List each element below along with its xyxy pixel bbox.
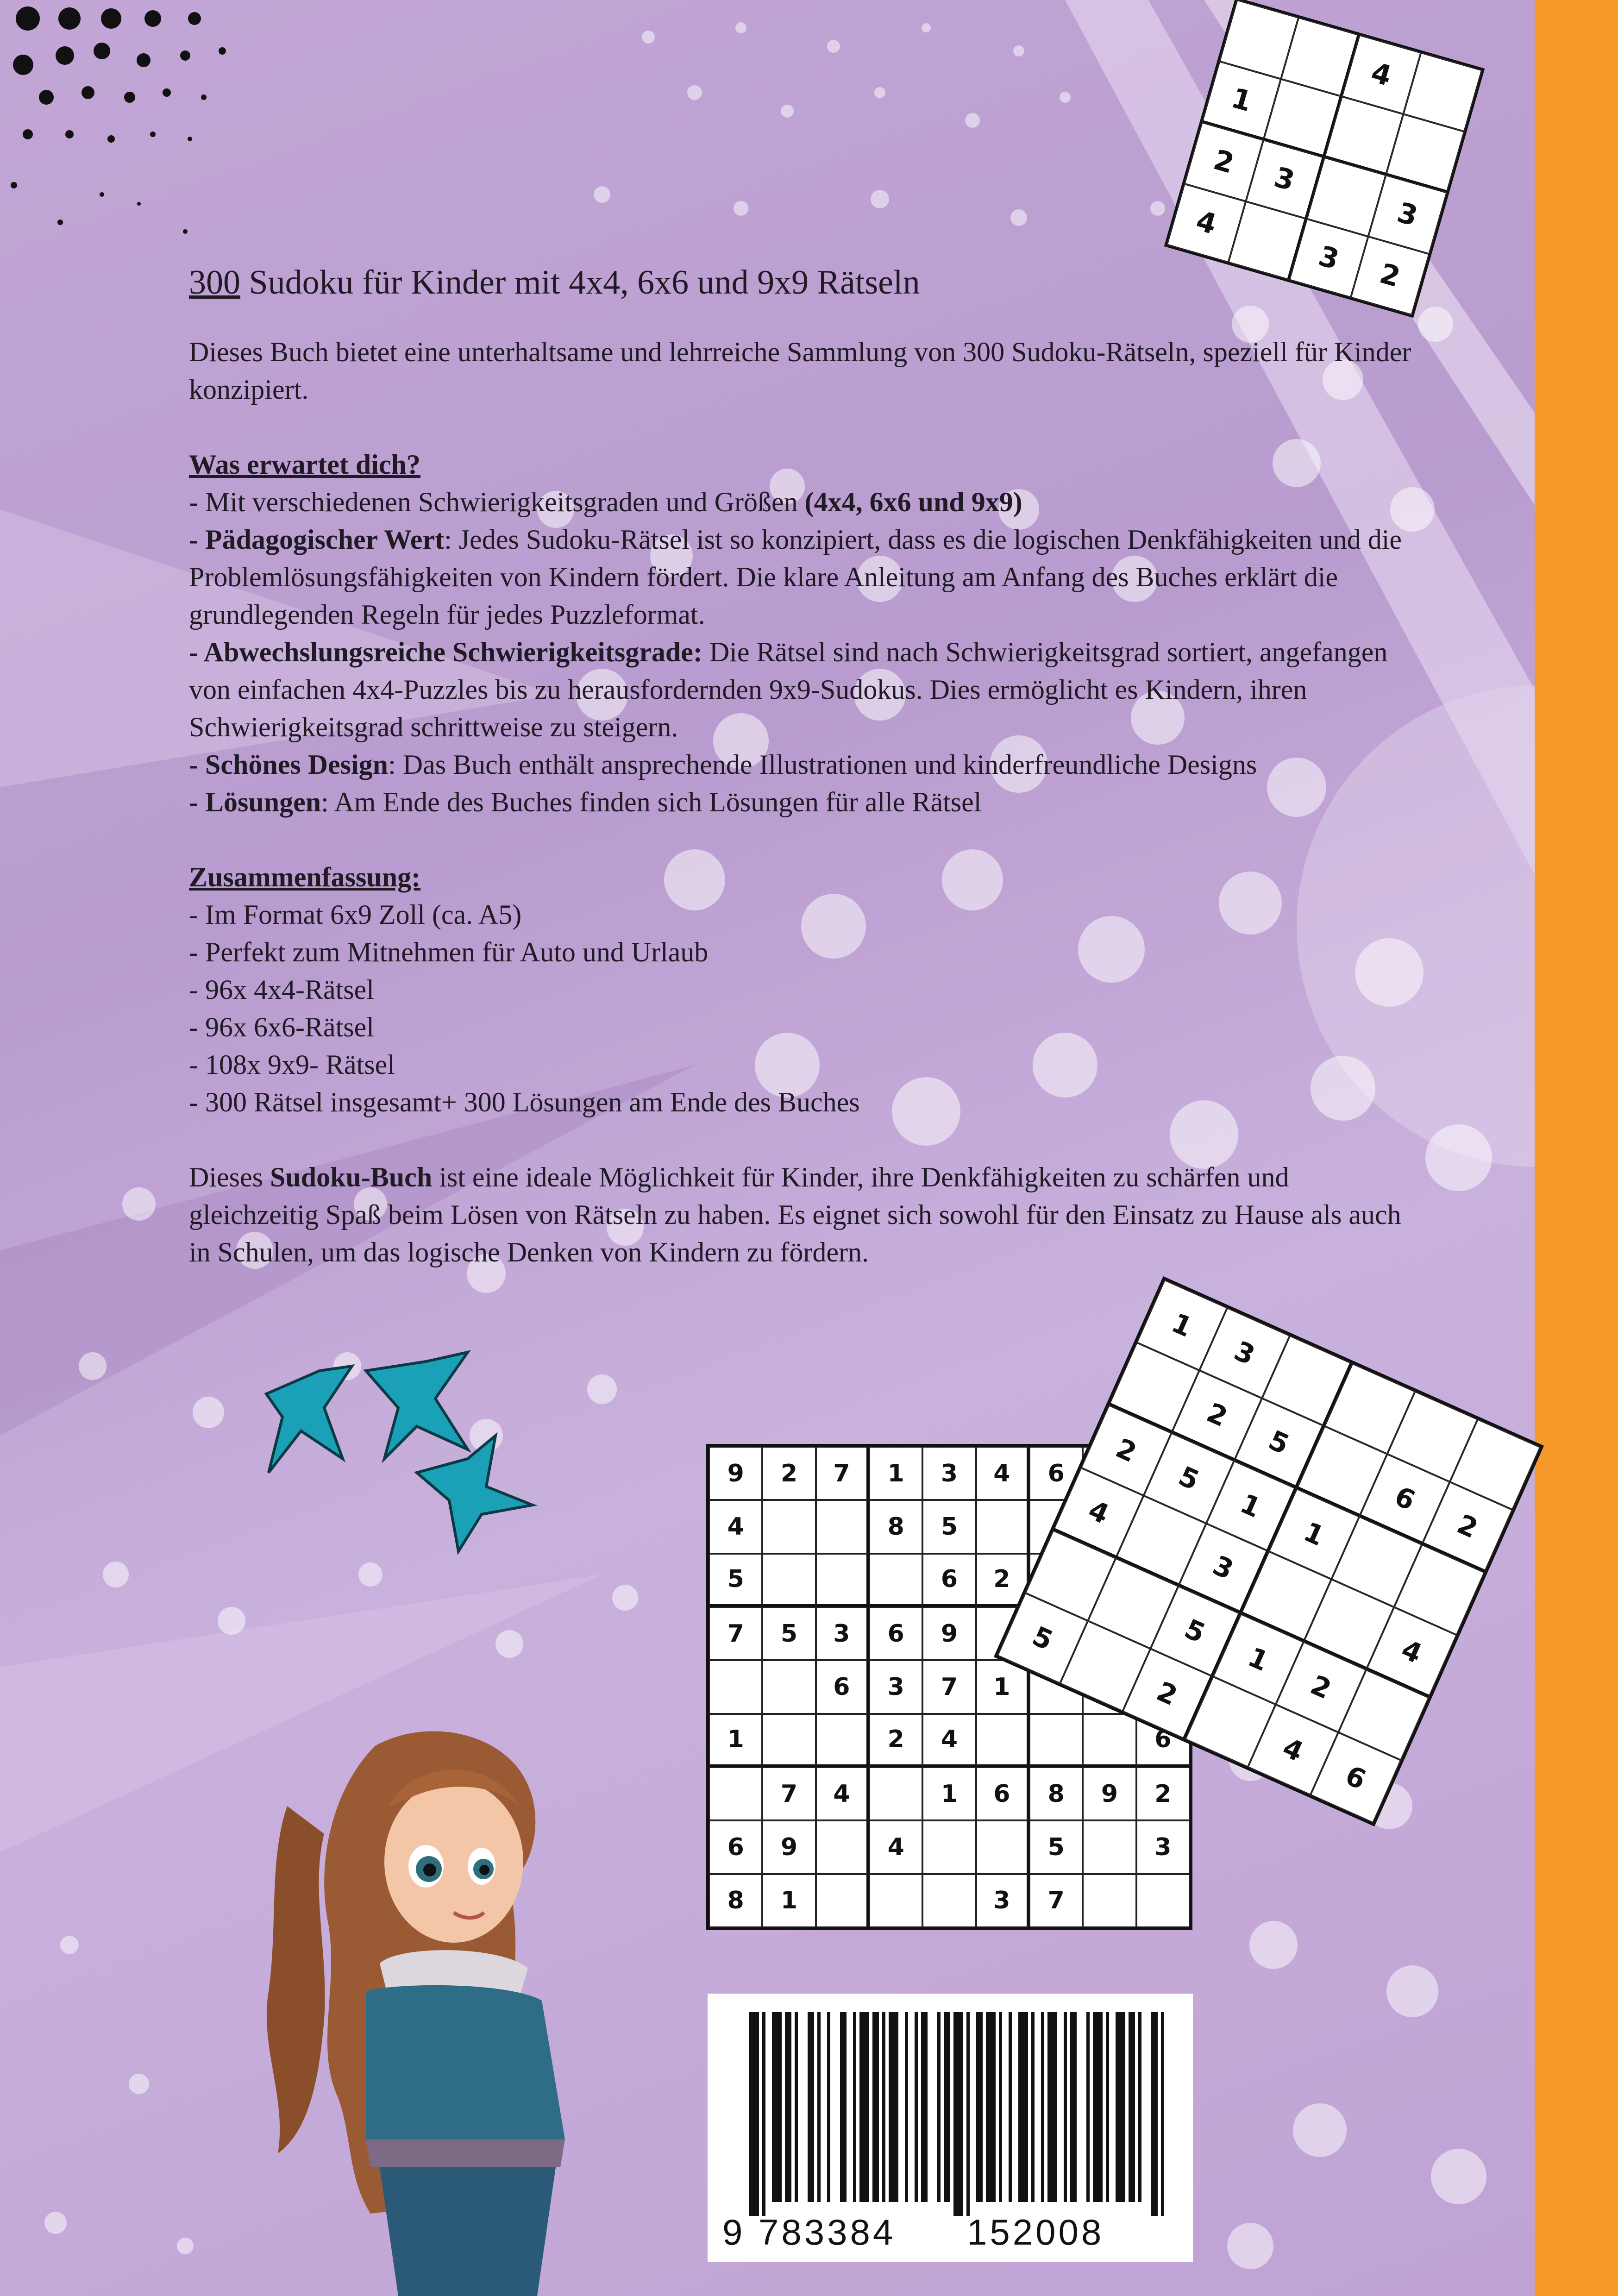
sudoku-cell: 6 — [869, 1607, 922, 1660]
barcode-bar — [953, 2012, 963, 2216]
summary-item: - 96x 6x6-Rätsel — [189, 1012, 374, 1042]
pupil — [479, 1865, 489, 1875]
barcode-bar — [1116, 2012, 1125, 2202]
sudoku-cell: 5 — [1029, 1820, 1083, 1874]
barcode-bar — [1086, 2012, 1090, 2202]
sudoku-cell: 8 — [869, 1500, 922, 1553]
barcode-bar — [921, 2012, 928, 2202]
sudoku-cell: 7 — [709, 1607, 762, 1660]
barcode-bar — [1009, 2012, 1012, 2202]
sudoku-cell — [1083, 1714, 1136, 1767]
jacket — [366, 1985, 565, 2153]
closing-paragraph: Dieses Sudoku-Buch ist eine ideale Möglichkeit für Kinder, ihre Denkfähigkeiten zu schärfen und gleichzeitig Spaß beim Lösen von Rätseln zu haben. Es eignet sich sowohl für den Einsatz zu Hause als auch in Schulen, um das logische Denken von Kindern zu fördern. — [189, 1162, 1401, 1267]
barcode-bar — [1018, 2012, 1028, 2202]
sudoku-cell — [1136, 1874, 1190, 1927]
face — [384, 1781, 523, 1943]
intro-paragraph: Dieses Buch bietet eine unterhaltsame und lehrreiche Sammlung von 300 Sudoku-Rätseln, speziell für Kinder konzipiert. — [189, 337, 1411, 405]
barcode-bar — [1151, 2012, 1158, 2216]
star-icon — [266, 1366, 352, 1473]
sudoku-cell: 4 — [1342, 35, 1421, 114]
barcode-bar — [817, 2012, 821, 2202]
sudoku-cell — [816, 1500, 869, 1553]
sudoku-cell — [816, 1714, 869, 1767]
sudoku-cell: 7 — [762, 1767, 815, 1820]
barcode-bar — [853, 2012, 856, 2202]
sudoku-cell: 8 — [1029, 1767, 1083, 1820]
sudoku-cell: 3 — [1199, 1308, 1290, 1398]
sudoku-cell — [869, 1554, 922, 1607]
sudoku-cell — [709, 1767, 762, 1820]
barcode-bar — [795, 2012, 798, 2202]
sudoku-cell: 7 — [1029, 1874, 1083, 1927]
sudoku-cell: 2 — [762, 1447, 815, 1500]
sudoku-cell: 2 — [1276, 1642, 1366, 1732]
sudoku-cell: 4 — [922, 1714, 976, 1767]
sudoku-cell: 3 — [1368, 175, 1447, 254]
girl-illustration — [259, 1667, 676, 2296]
sudoku-cell: 4 — [1167, 183, 1246, 262]
description-text — [189, 259, 1416, 1271]
sudoku-cell: 1 — [709, 1714, 762, 1767]
halftone-dots — [11, 6, 226, 234]
title-number: 300 — [189, 263, 240, 301]
sudoku-cell: 2 — [1136, 1767, 1190, 1820]
summary-item: - Im Format 6x9 Zoll (ca. A5) — [189, 899, 522, 930]
feature-pedagogy: - Pädagogischer Wert: Jedes Sudoku-Rätsel ist so konzipiert, dass es die logischen Denkfähigkeiten und die Problemlösungsfähigkeiten von Kindern fördert. Die klare Anleitung am Anfang des Buches erklärt die grundlegenden Regeln für jedes Puzzleformat. — [189, 524, 1402, 630]
sudoku-cell — [816, 1554, 869, 1607]
sudoku-cell: 2 — [869, 1714, 922, 1767]
sudoku-cell: 4 — [1366, 1607, 1456, 1697]
sudoku-cell: 6 — [976, 1767, 1029, 1820]
barcode-bar — [1064, 2012, 1067, 2202]
barcode-bar — [1161, 2012, 1164, 2216]
barcode-bar — [872, 2012, 879, 2202]
sudoku-cell — [976, 1500, 1029, 1553]
sudoku-cell — [1083, 1874, 1136, 1927]
sudoku-cell: 1 — [869, 1447, 922, 1500]
summary-item: - 300 Rätsel insgesamt+ 300 Lösungen am Ende des Buches — [189, 1087, 860, 1117]
sudoku-cell: 1 — [1213, 1614, 1304, 1704]
barcode-bar — [827, 2012, 830, 2202]
barcode-bar — [1070, 2012, 1077, 2202]
sudoku-cell: 5 — [922, 1500, 976, 1553]
sudoku-cell: 8 — [709, 1874, 762, 1927]
barcode-bar — [808, 2012, 814, 2202]
barcode-bar — [889, 2012, 898, 2202]
sudoku-cell: 1 — [762, 1874, 815, 1927]
jeans — [380, 2167, 556, 2296]
star-icon — [366, 1352, 468, 1459]
barcode-bar — [785, 2012, 791, 2202]
sudoku-cell: 3 — [1179, 1524, 1269, 1614]
sudoku-cell: 2 — [1185, 122, 1263, 201]
sudoku-cell: 6 — [922, 1554, 976, 1607]
sudoku-cell: 9 — [709, 1447, 762, 1500]
sudoku-cell — [762, 1500, 815, 1553]
sudoku-cell — [709, 1660, 762, 1713]
sudoku-cell: 6 — [1359, 1454, 1449, 1544]
sudoku-cell — [762, 1660, 815, 1713]
sudoku-cell: 2 — [976, 1554, 1029, 1607]
sudoku-cell: 3 — [976, 1874, 1029, 1927]
summary-item: - 96x 4x4-Rätsel — [189, 974, 374, 1005]
feature-solutions: - Lösungen: Am Ende des Buches finden sich Lösungen für alle Rätsel — [189, 787, 982, 817]
summary-item: - 108x 9x9- Rätsel — [189, 1049, 395, 1080]
sudoku-cell — [816, 1820, 869, 1874]
isbn-lead-digit: 9 — [722, 2212, 743, 2252]
isbn-group-right: 152008 — [967, 2212, 1104, 2252]
sudoku-cell: 1 — [1137, 1280, 1227, 1370]
sudoku-cell: 3 — [1136, 1820, 1190, 1874]
sudoku-cell: 9 — [1083, 1767, 1136, 1820]
sudoku-cell — [922, 1820, 976, 1874]
feature-design: - Schönes Design: Das Buch enthält ansprechende Illustrationen und kinderfreundliche Designs — [189, 749, 1257, 780]
book-spine-strip — [1535, 0, 1618, 2296]
sudoku-cell: 5 — [1234, 1398, 1324, 1488]
barcode-bar — [999, 2012, 1002, 2202]
barcode-bar — [1047, 2012, 1057, 2202]
barcode-bar — [772, 2012, 782, 2202]
sudoku-cell — [922, 1874, 976, 1927]
sudoku-cell: 6 — [709, 1820, 762, 1874]
barcode-bar — [986, 2012, 996, 2202]
sudoku-cell: 7 — [922, 1660, 976, 1713]
sudoku-cell — [869, 1767, 922, 1820]
star-icon — [417, 1436, 533, 1551]
sudoku-cell: 2 — [1123, 1649, 1213, 1739]
sudoku-cell — [762, 1714, 815, 1767]
barcode-bar — [905, 2012, 908, 2202]
barcode-bar — [976, 2012, 983, 2202]
pupil — [423, 1863, 436, 1876]
feature-sizes: - Mit verschiedenen Schwierigkeitsgraden und Größen (4x4, 6x6 und 9x9) — [189, 487, 1022, 517]
sudoku-cell: 7 — [816, 1447, 869, 1500]
sudoku-cell: 9 — [922, 1607, 976, 1660]
sudoku-cell: 1 — [1206, 1461, 1297, 1551]
barcode-bar — [749, 2012, 759, 2216]
summary-item: - Perfekt zum Mitnehmen für Auto und Urlaub — [189, 937, 709, 967]
star-decorations — [266, 1352, 533, 1551]
sudoku-cell: 4 — [869, 1820, 922, 1874]
sudoku-cell: 3 — [922, 1447, 976, 1500]
sudoku-cell: 3 — [816, 1607, 869, 1660]
sudoku-cell — [1083, 1820, 1136, 1874]
barcode-bar — [859, 2012, 869, 2202]
sudoku-cell: 6 — [1136, 1714, 1190, 1767]
sudoku-cell: 6 — [816, 1660, 869, 1713]
sudoku-cell: 6 — [1029, 1447, 1083, 1500]
sudoku-cell — [816, 1874, 869, 1927]
sudoku-cell: 2 — [1081, 1405, 1171, 1495]
barcode-bar — [1041, 2012, 1044, 2202]
sudoku-cell: 5 — [1150, 1586, 1241, 1676]
sudoku-cell — [976, 1714, 1029, 1767]
sudoku-cell: 1 — [1269, 1489, 1359, 1579]
sudoku-cell: 3 — [1246, 140, 1324, 219]
barcode-bar — [762, 2012, 765, 2216]
sudoku-cell: 2 — [1172, 1370, 1262, 1461]
isbn-group-left: 783384 — [759, 2212, 896, 2252]
barcode-bar — [1138, 2012, 1141, 2202]
sudoku-cell: 4 — [709, 1500, 762, 1553]
ponytail — [267, 1806, 325, 2153]
sudoku-cell: 6 — [1311, 1732, 1401, 1823]
isbn-barcode — [708, 1994, 1193, 2262]
sudoku-cell: 4 — [1248, 1705, 1338, 1795]
barcode-bar — [1129, 2012, 1135, 2202]
sudoku-cell: 4 — [816, 1767, 869, 1820]
isbn-digits — [708, 2211, 1193, 2258]
barcode-bar — [937, 2012, 941, 2202]
barcode-bar — [944, 2012, 950, 2202]
sudoku-cell: 2 — [1350, 236, 1429, 315]
barcode-bar — [1093, 2012, 1103, 2202]
barcode-bar — [1031, 2012, 1035, 2202]
sudoku-cell: 4 — [976, 1447, 1029, 1500]
sudoku-cell: 1 — [976, 1660, 1029, 1713]
barcode-bar — [915, 2012, 918, 2202]
summary-heading: Zusammenfassung: — [189, 862, 421, 892]
barcode-bar — [882, 2012, 885, 2202]
sudoku-cell: 3 — [1289, 219, 1368, 297]
sudoku-cell: 1 — [922, 1767, 976, 1820]
barcode-bar — [966, 2012, 970, 2216]
sudoku-cell: 2 — [1422, 1482, 1512, 1572]
back-cover-title — [189, 259, 1416, 306]
sudoku-cell — [869, 1874, 922, 1927]
barcode-bar — [840, 2012, 847, 2202]
sudoku-cell: 9 — [762, 1820, 815, 1874]
barcode-bars — [708, 1994, 1193, 2216]
sudoku-cell: 4 — [1053, 1468, 1143, 1558]
feature-difficulty: - Abwechslungsreiche Schwierigkeitsgrade: Die Rätsel sind nach Schwierigkeitsgrad sortiert, angefangen von einfachen 4x4-Puzzles bis zu herausfordernden 9x9-Sudokus. Dies ermöglicht es Kindern, ihren Schwierigkeitsgrad schrittweise zu steigern. — [189, 637, 1388, 742]
barcode-bar — [1106, 2012, 1109, 2202]
expect-heading: Was erwartet dich? — [189, 449, 420, 480]
sudoku-cell: 5 — [709, 1554, 762, 1607]
title-text: Sudoku für Kinder mit 4x4, 6x6 und 9x9 Rätseln — [240, 263, 920, 301]
sudoku-cell: 3 — [869, 1660, 922, 1713]
sudoku-cell: 5 — [1144, 1433, 1234, 1523]
sudoku-cell: 5 — [762, 1607, 815, 1660]
sweater-hem — [366, 2139, 565, 2167]
sudoku-cell — [762, 1554, 815, 1607]
sudoku-cell: 1 — [1202, 61, 1281, 140]
sudoku-cell — [1029, 1714, 1083, 1767]
sudoku-cell: 5 — [997, 1593, 1088, 1683]
sudoku-cell — [976, 1820, 1029, 1874]
